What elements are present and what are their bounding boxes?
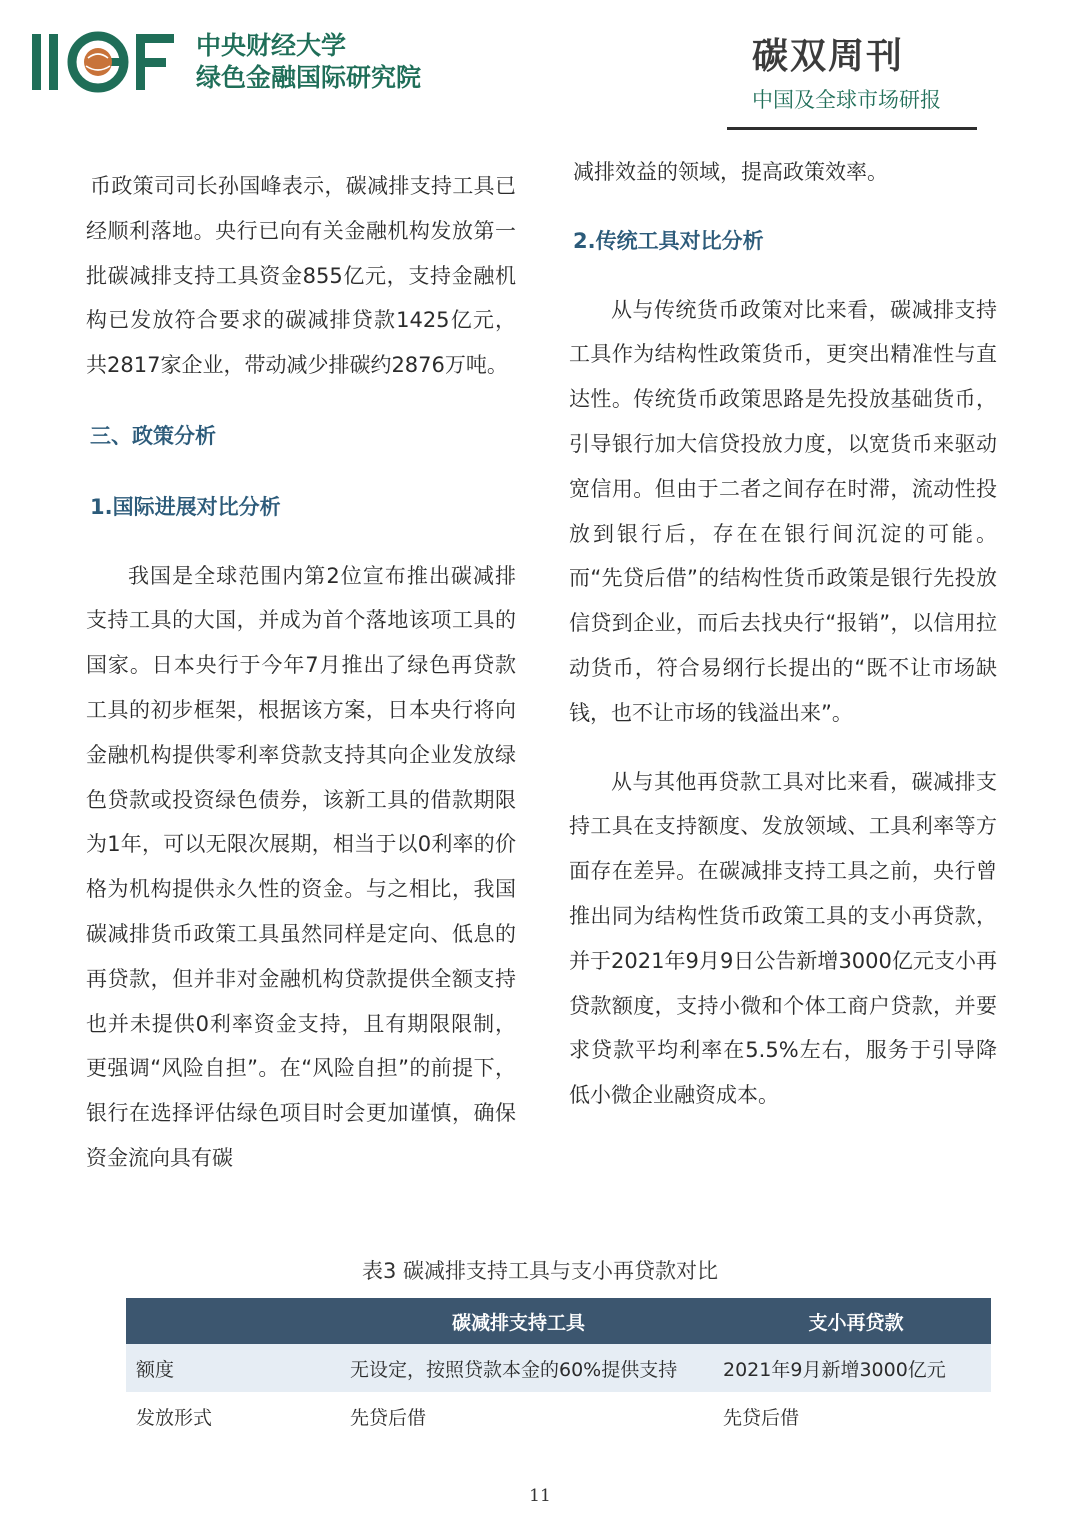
page-header xyxy=(0,0,1080,140)
table-cell: 2021年9月新增3000亿元 xyxy=(721,1344,991,1392)
institution-name xyxy=(196,30,421,94)
left-column xyxy=(86,164,516,1181)
iigf-logo xyxy=(30,30,180,94)
right-column xyxy=(569,150,997,1118)
header-divider xyxy=(727,127,977,130)
institution-line2: 绿色金融国际研究院 xyxy=(196,63,422,92)
table-row xyxy=(126,1344,991,1392)
comparison-table xyxy=(126,1298,991,1440)
page-number: 11 xyxy=(529,1486,551,1506)
table-header-cell xyxy=(126,1298,316,1344)
subheading-international: 1.国际进展对比分析 xyxy=(90,494,281,519)
table-cell: 无设定，按照贷款本金的60%提供支持 xyxy=(316,1344,721,1392)
institution-line1: 中央财经大学 xyxy=(196,31,347,60)
right-paragraph-2: 从与其他再贷款工具对比来看，碳减排支持工具在支持额度、发放领域、工具利率等方面存在差异。在碳减排支持工具之前，央行曾推出同为结构性货币政策工具的支小再贷款，并于2021年9月9日公告新增3000亿元支小再贷款额度，支持小微和个体工商户贷款，并要求贷款平均利率在5.5%左右，服务于引导降低小微企业融资成本。 xyxy=(569,769,997,1108)
right-paragraph-0: 减排效益的领域，提高政策效率。 xyxy=(573,160,888,184)
table-cell: 先贷后借 xyxy=(350,1406,427,1429)
table-header-cell: 支小再贷款 xyxy=(721,1298,991,1344)
table-header-row xyxy=(126,1298,991,1344)
publication-subtitle: 中国及全球市场研报 xyxy=(752,88,941,112)
table-header-cell: 碳减排支持工具 xyxy=(316,1298,721,1344)
row-label: 发放形式 xyxy=(136,1406,213,1429)
subheading-traditional: 2.传统工具对比分析 xyxy=(573,228,764,253)
table-cell: 先贷后借 xyxy=(723,1406,800,1429)
right-paragraph-1: 从与传统货币政策对比来看，碳减排支持工具作为结构性政策货币，更突出精准性与直达性。传统货币政策思路是先投放基础货币，引导银行加大信贷投放力度，以宽货币来驱动宽信用。但由于二者之间存在时滞，流动性投放到银行后，存在在银行间沉淀的可能。而“先贷后借”的结构性货币政策是银行先投放信贷到企业，而后去找央行“报销”，以信用拉动货币，符合易纲行长提出的“既不让市场缺钱，也不让市场的钱溢出来”。 xyxy=(569,297,997,725)
section-heading: 三、政策分析 xyxy=(90,423,216,448)
left-paragraph-1: 币政策司司长孙国峰表示，碳减排支持工具已经顺利落地。央行已向有关金融机构发放第一批碳减排支持工具资金855亿元，支持金融机构已发放符合要求的碳减排贷款1425亿元，共2817家企业，带动减少排碳约2876万吨。 xyxy=(86,174,516,378)
table-caption: 表3 碳减排支持工具与支小再贷款对比 xyxy=(361,1259,719,1283)
left-paragraph-2: 我国是全球范围内第2位宣布推出碳减排支持工具的大国，并成为首个落地该项工具的国家。日本央行于今年7月推出了绿色再贷款工具的初步框架，根据该方案，日本央行将向金融机构提供零利率贷款支持其向企业发放绿色贷款或投资绿色债券，该新工具的借款期限为1年，可以无限次展期，相当于以0利率的价格为机构提供永久性的资金。与之相比，我国碳减排货币政策工具虽然同样是定向、低息的再贷款，但并非对金融机构贷款提供全额支持也并未提供0利率资金支持，且有期限限制，更强调“风险自担”。在“风险自担”的前提下，银行在选择评估绿色项目时会更加谨慎，确保资金流向具有碳 xyxy=(86,563,516,1170)
publication-title: 碳双周刊 xyxy=(752,36,905,77)
row-label: 额度 xyxy=(126,1344,316,1392)
table-row xyxy=(126,1392,991,1440)
